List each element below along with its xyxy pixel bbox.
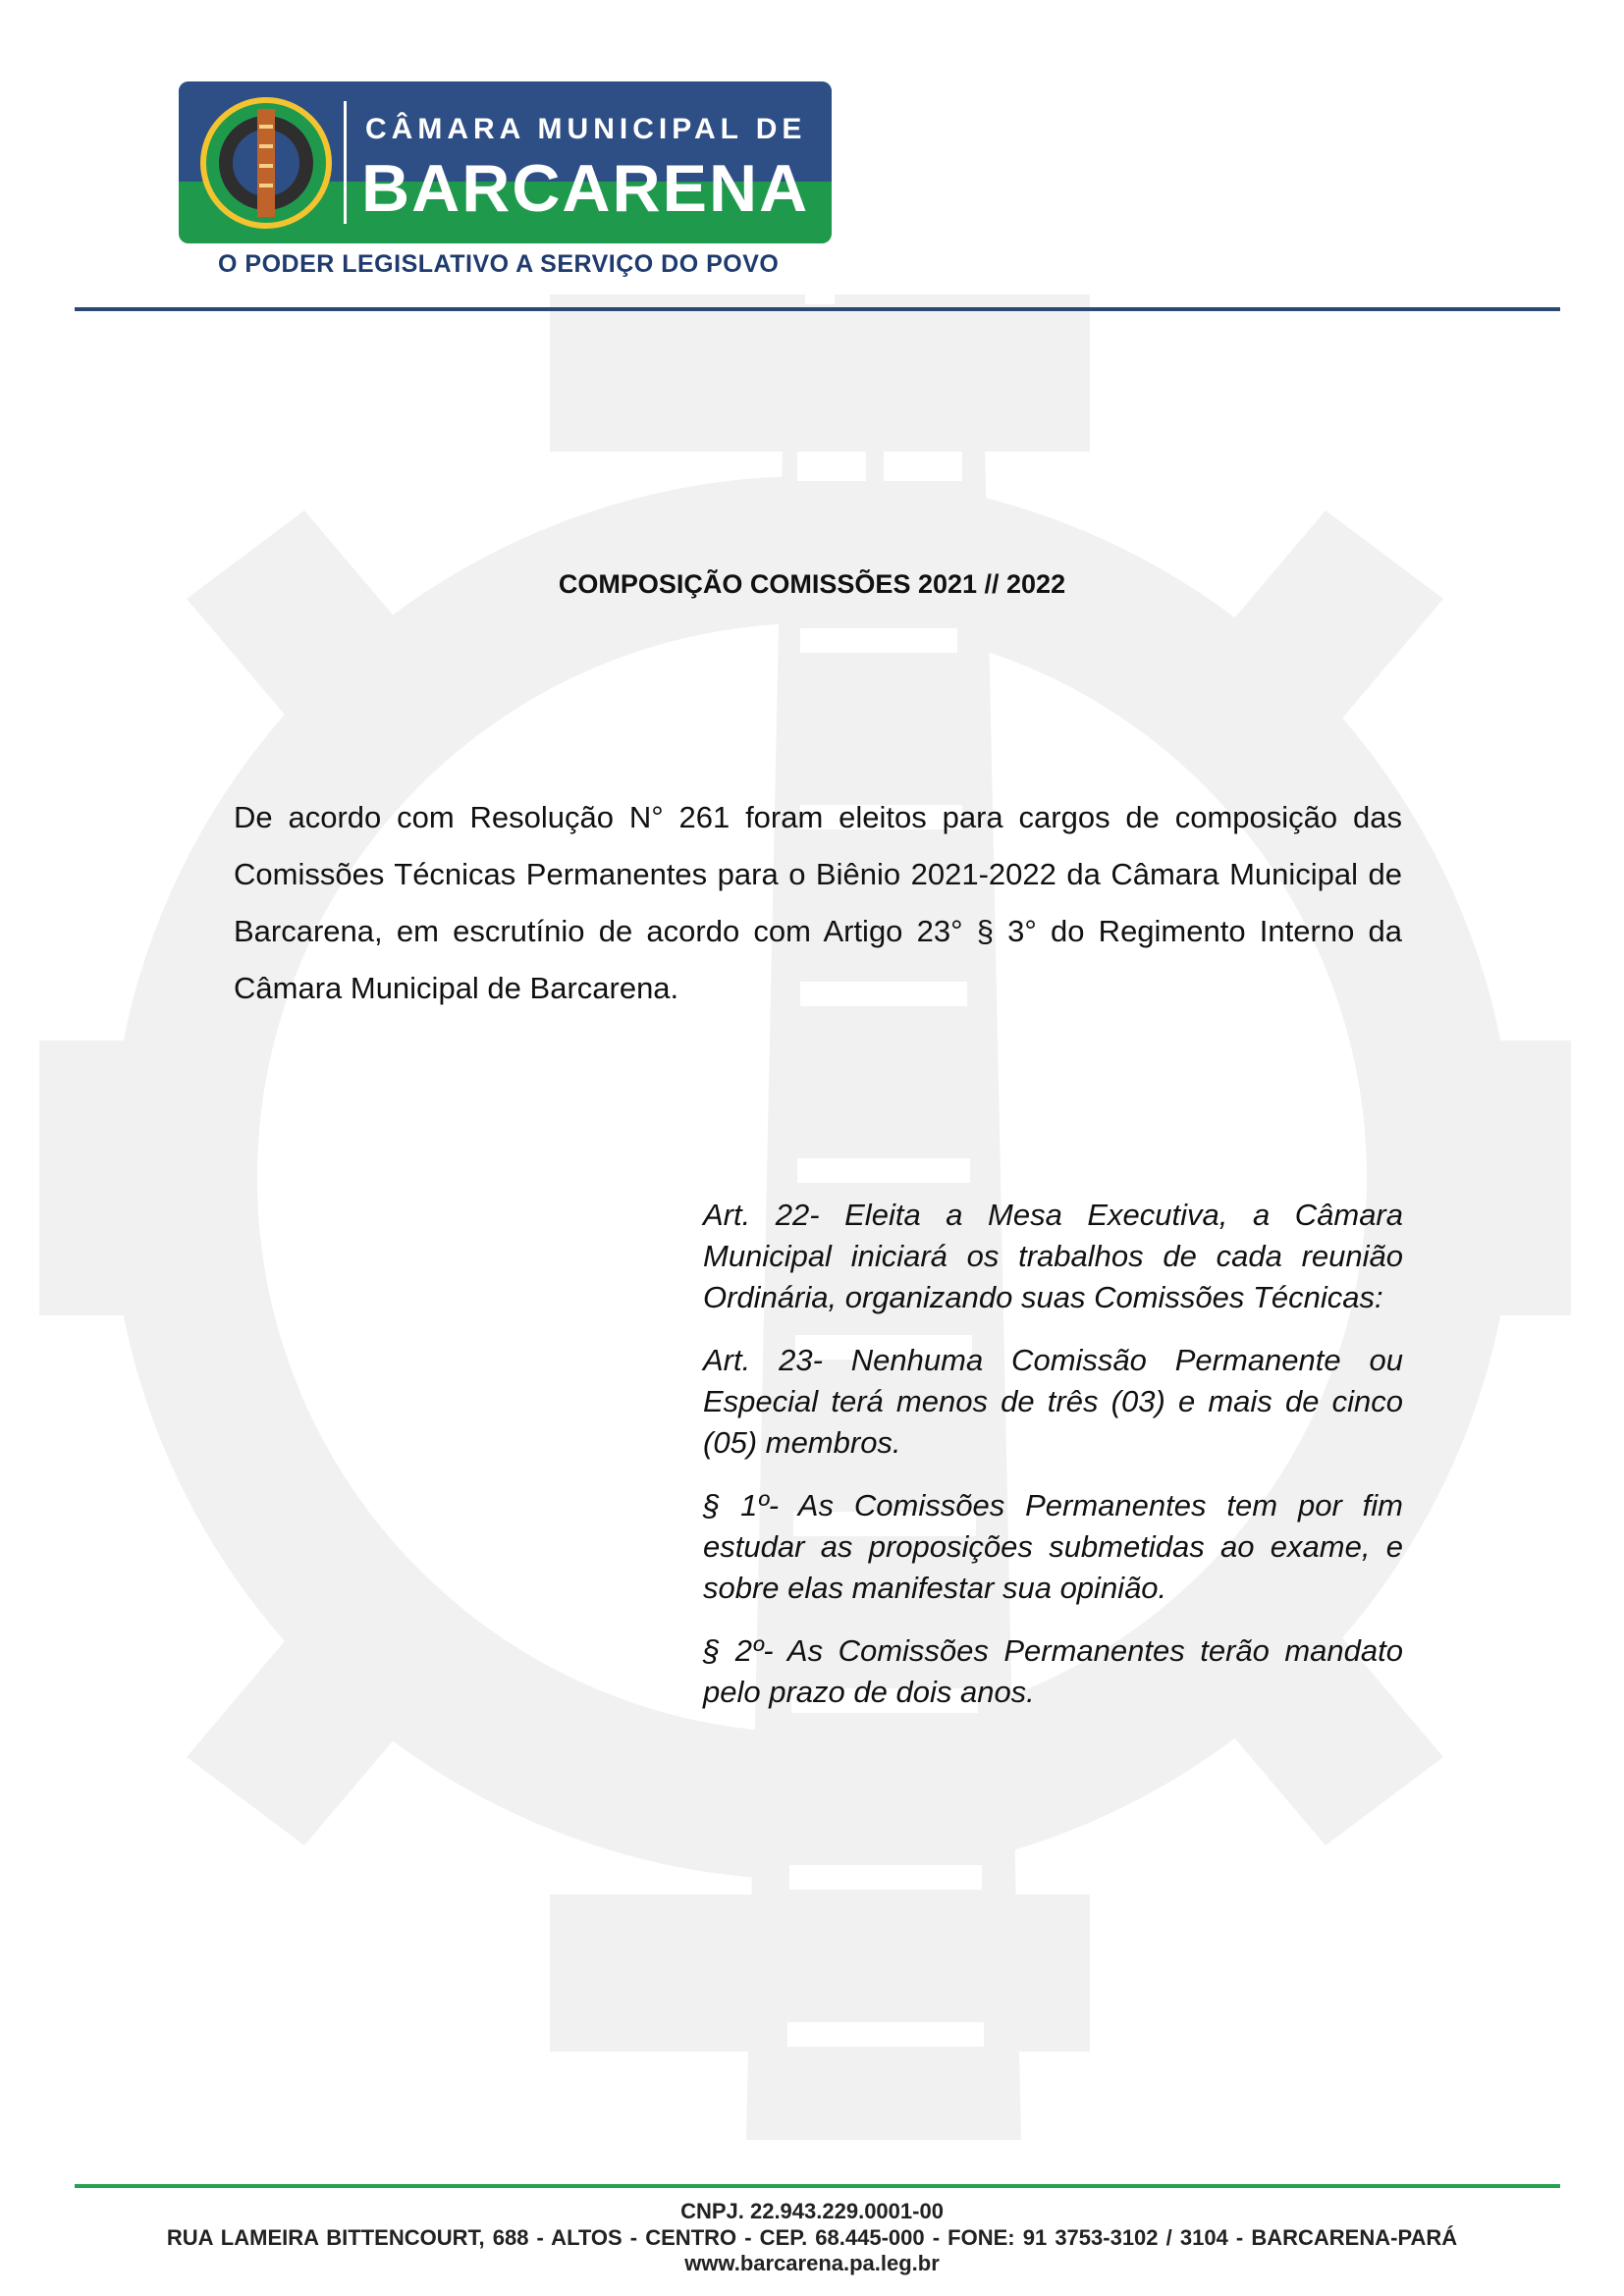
footer-divider xyxy=(75,2184,1560,2188)
footer-website: www.barcarena.pa.leg.br xyxy=(684,2251,940,2275)
article-23-paragraph-2: § 2º- As Comissões Permanentes terão mandato pelo prazo de dois anos. xyxy=(703,1633,1403,1709)
article-23-paragraph-1: § 1º- As Comissões Permanentes tem por fim estudar as proposições submetidas ao exame, e sobre elas manifestar sua opinião. xyxy=(703,1488,1403,1605)
logo-title-line1: CÂMARA MUNICIPAL DE xyxy=(365,113,807,145)
article-23: Art. 23- Nenhuma Comissão Permanente ou Especial terá menos de três (03) e mais de cinco (05) membros. xyxy=(703,1343,1403,1460)
article-22: Art. 22- Eleita a Mesa Executiva, a Câmara Municipal iniciará os trabalhos de cada reunião Ordinária, organizando suas Comissões Técnicas: xyxy=(703,1198,1403,1314)
gear-chimney-emblem-icon xyxy=(198,95,334,231)
logo-divider xyxy=(344,101,347,224)
footer-address: RUA LAMEIRA BITTENCOURT, 688 - ALTOS - CENTRO - CEP. 68.445-000 - FONE: 91 3753-3102 / 3104 - BARCARENA-PARÁ xyxy=(166,2225,1458,2250)
logo-title-line2: BARCARENA xyxy=(361,151,810,226)
chamber-logo xyxy=(179,81,832,243)
header-slogan: O PODER LEGISLATIVO A SERVIÇO DO POVO xyxy=(218,250,780,278)
footer-cnpj: CNPJ. 22.943.229.0001-00 xyxy=(680,2199,944,2223)
document-title: COMPOSIÇÃO COMISSÕES 2021 // 2022 xyxy=(558,569,1066,599)
header-divider xyxy=(75,307,1560,311)
article-citations xyxy=(703,1195,1403,1735)
intro-paragraph: De acordo com Resolução N° 261 foram eleitos para cargos de composição das Comissões Técnicas Permanentes para o Biênio 2021-2022 da Câmara Municipal de Barcarena, em escrutínio de acordo com Artigo 23° § 3° do Regimento Interno da Câmara Municipal de Barcarena. xyxy=(234,800,1402,1005)
